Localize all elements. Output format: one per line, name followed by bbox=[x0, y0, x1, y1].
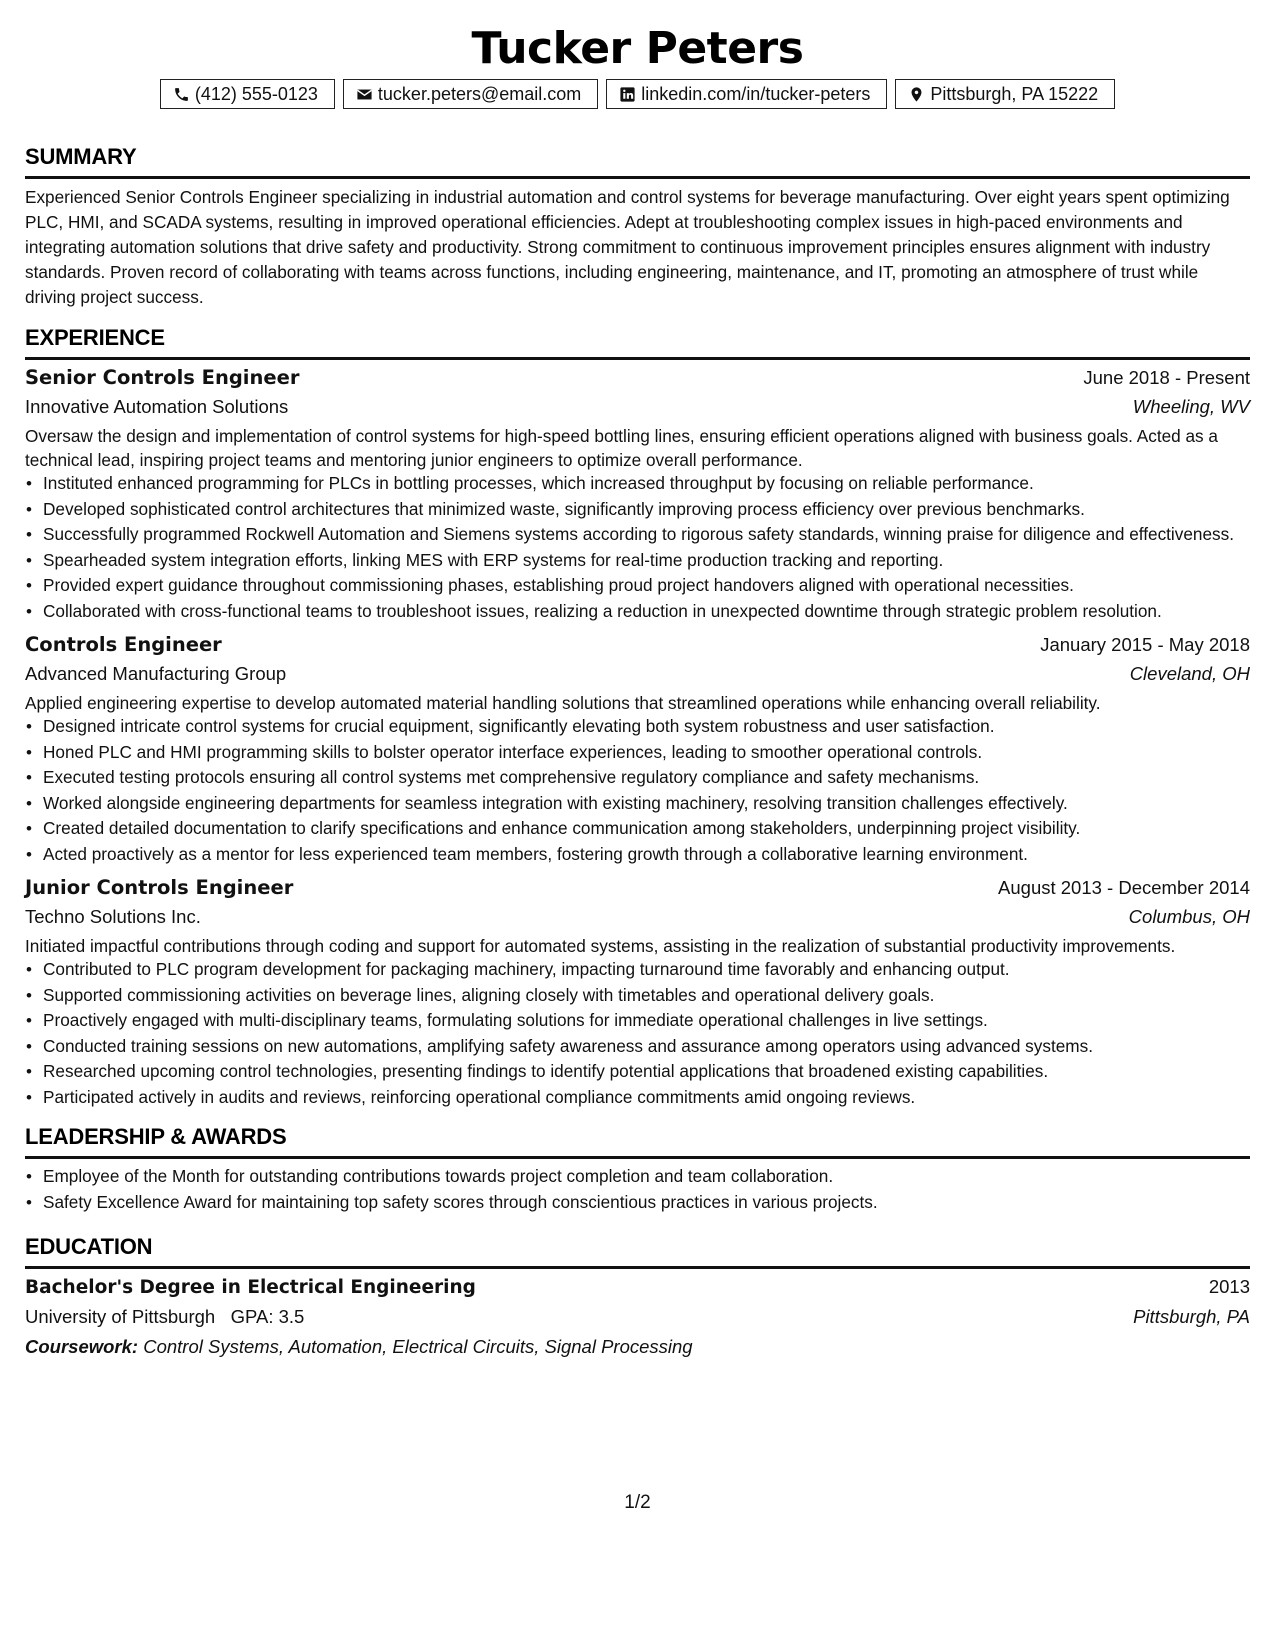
list-item: • Contributed to PLC program development for packaging machinery, impacting turnaround time favorably and enhancing output. bbox=[43, 958, 1250, 982]
contact-linkedin[interactable] bbox=[606, 79, 887, 109]
section-title-leadership: LEADERSHIP & AWARDS bbox=[25, 1124, 1250, 1159]
degree-title: Bachelor's Degree in Electrical Engineering bbox=[25, 1277, 476, 1298]
list-item: • Developed sophisticated control architectures that minimized waste, significantly improving process efficiency over previous benchmarks. bbox=[43, 498, 1250, 522]
list-item: • Proactively engaged with multi-disciplinary teams, formulating solutions for immediate operational challenges in live settings. bbox=[43, 1009, 1250, 1033]
list-item: • Worked alongside engineering departments for seamless integration with existing machinery, resolving transition challenges effectively. bbox=[43, 792, 1250, 816]
list-item: • Supported commissioning activities on beverage lines, aligning closely with timetables and operational delivery goals. bbox=[43, 984, 1250, 1008]
job-company: Innovative Automation Solutions bbox=[25, 396, 289, 417]
job-summary: Initiated impactful contributions through coding and support for automated systems, assisting in the realization of substantial productivity improvements. bbox=[25, 936, 1176, 956]
resume-page bbox=[25, 0, 1250, 1650]
job-company: Techno Solutions Inc. bbox=[25, 906, 201, 927]
linkedin-icon bbox=[619, 86, 636, 103]
contact-bar bbox=[25, 79, 1250, 109]
job-entry bbox=[25, 874, 1250, 1109]
contact-location[interactable] bbox=[895, 79, 1115, 109]
job-title: Senior Controls Engineer bbox=[25, 366, 300, 389]
job-summary: Applied engineering expertise to develop automated material handling solutions that streamlined operations while enhancing overall reliability. bbox=[25, 693, 1101, 713]
list-item: • Designed intricate control systems for crucial equipment, significantly elevating both system robustness and user satisfaction. bbox=[43, 715, 1250, 739]
envelope-icon bbox=[356, 86, 373, 103]
map-pin-icon bbox=[908, 86, 925, 103]
education-section bbox=[25, 1234, 1250, 1362]
experience-section bbox=[25, 325, 1250, 1109]
list-item: • Created detailed documentation to clarify specifications and enhance communication among stakeholders, underpinning project visibility. bbox=[43, 817, 1250, 841]
location-text: Pittsburgh, PA 15222 bbox=[930, 84, 1099, 104]
leadership-section bbox=[25, 1124, 1250, 1214]
coursework bbox=[25, 1332, 1250, 1362]
list-item: • Executed testing protocols ensuring all control systems met comprehensive regulatory compliance and safety mechanisms. bbox=[43, 766, 1250, 790]
job-dates: January 2015 - May 2018 bbox=[1040, 634, 1250, 655]
list-item: • Acted proactively as a mentor for less experienced team members, fostering growth through a collaborative learning environment. bbox=[43, 843, 1250, 867]
job-location: Wheeling, WV bbox=[1132, 396, 1250, 417]
list-item: • Employee of the Month for outstanding contributions towards project completion and team collaboration. bbox=[43, 1165, 1250, 1189]
job-dates: June 2018 - Present bbox=[1083, 367, 1250, 388]
summary-section bbox=[25, 144, 1250, 310]
leadership-list bbox=[25, 1165, 1250, 1214]
linkedin-text: linkedin.com/in/tucker-peters bbox=[641, 84, 871, 104]
school-info bbox=[25, 1302, 304, 1332]
contact-email[interactable] bbox=[343, 79, 598, 109]
job-location: Cleveland, OH bbox=[1129, 663, 1250, 684]
job-bullets bbox=[25, 958, 1250, 1109]
list-item: • Successfully programmed Rockwell Automation and Siemens systems according to rigorous safety standards, winning praise for diligence and effectiveness. bbox=[43, 523, 1250, 547]
job-bullets bbox=[25, 715, 1250, 866]
job-company: Advanced Manufacturing Group bbox=[25, 663, 287, 684]
email-text: tucker.peters@email.com bbox=[377, 84, 582, 104]
list-item: • Collaborated with cross-functional teams to troubleshoot issues, realizing a reduction in unexpected downtime through strategic problem resolution. bbox=[43, 600, 1250, 624]
list-item: • Honed PLC and HMI programming skills to bolster operator interface experiences, leading to smoother operational controls. bbox=[43, 741, 1250, 765]
candidate-name: Tucker Peters bbox=[471, 23, 804, 74]
list-item: • Participated actively in audits and reviews, reinforcing operational compliance commitments amid ongoing reviews. bbox=[43, 1086, 1250, 1110]
list-item: • Safety Excellence Award for maintaining top safety scores through conscientious practices in various projects. bbox=[43, 1191, 1250, 1215]
list-item: • Conducted training sessions on new automations, amplifying safety awareness and assurance among operators using advanced systems. bbox=[43, 1035, 1250, 1059]
coursework-label: Coursework: bbox=[25, 1336, 139, 1357]
job-entry bbox=[25, 631, 1250, 866]
summary-text: Experienced Senior Controls Engineer specializing in industrial automation and control systems for beverage manufacturing. Over eight years spent optimizing PLC, HMI, and SCADA systems, resulting in improved operational efficiencies. Adept at troubleshooting complex issues in high-paced environments and integrating automation solutions that drive safety and productivity. Strong commitment to continuous improvement principles ensures alignment with industry standards. Proven record of collaborating with teams across functions, including engineering, maintenance, and IT, promoting an atmosphere of trust while driving project success. bbox=[25, 187, 1230, 307]
job-title: Controls Engineer bbox=[25, 633, 222, 656]
gpa: GPA: 3.5 bbox=[230, 1306, 305, 1327]
list-item: • Researched upcoming control technologies, presenting findings to identify potential applications that broadened existing capabilities. bbox=[43, 1060, 1250, 1084]
degree-year: 2013 bbox=[1208, 1276, 1250, 1297]
job-summary: Oversaw the design and implementation of control systems for high-speed bottling lines, ensuring efficient operations aligned with business goals. Acted as a technical lead, inspiring project teams and mentoring junior engineers to optimize overall performance. bbox=[25, 426, 1218, 470]
list-item: • Spearheaded system integration efforts, linking MES with ERP systems for real-time production tracking and reporting. bbox=[43, 549, 1250, 573]
section-title-experience: EXPERIENCE bbox=[25, 325, 1250, 360]
job-bullets bbox=[25, 472, 1250, 623]
phone-text: (412) 555-0123 bbox=[194, 84, 318, 104]
job-title: Junior Controls Engineer bbox=[25, 876, 294, 899]
list-item: • Provided expert guidance throughout commissioning phases, establishing proud project handovers aligned with operational necessities. bbox=[43, 574, 1250, 598]
school-name: University of Pittsburgh bbox=[25, 1306, 216, 1327]
contact-phone[interactable] bbox=[160, 79, 335, 109]
school-location: Pittsburgh, PA bbox=[1133, 1306, 1250, 1327]
page-number: 1/2 bbox=[624, 1492, 651, 1513]
job-entry bbox=[25, 364, 1250, 623]
job-location: Columbus, OH bbox=[1128, 906, 1250, 927]
phone-icon bbox=[173, 86, 190, 103]
coursework-list: Control Systems, Automation, Electrical Circuits, Signal Processing bbox=[143, 1336, 693, 1357]
section-title-summary: SUMMARY bbox=[25, 144, 1250, 179]
job-dates: August 2013 - December 2014 bbox=[998, 877, 1250, 898]
section-title-education: EDUCATION bbox=[25, 1234, 1250, 1269]
list-item: • Instituted enhanced programming for PLCs in bottling processes, which increased throughput by focusing on reliable performance. bbox=[43, 472, 1250, 496]
